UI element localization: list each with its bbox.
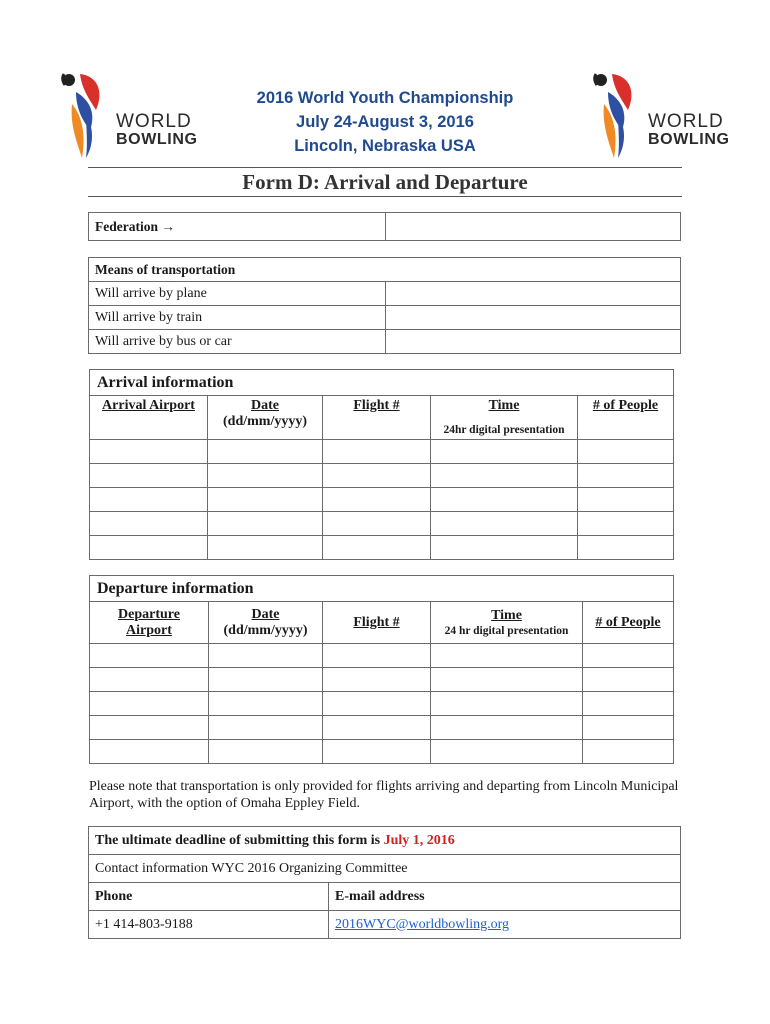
departure-col-people: # of People bbox=[583, 602, 674, 644]
logo-wordmark bbox=[116, 112, 198, 148]
top-rule bbox=[88, 167, 682, 168]
date-format: (dd/mm/yyyy) bbox=[223, 622, 308, 638]
contact-table bbox=[88, 826, 681, 939]
departure-col-flight: Flight # bbox=[323, 602, 431, 644]
transport-option-train: Will arrive by train bbox=[89, 306, 386, 330]
arrival-col-time: Time 24hr digital presentation bbox=[431, 396, 578, 440]
event-location: Lincoln, Nebraska USA bbox=[294, 137, 476, 155]
transport-note: Please note that transportation is only provided for flights arriving and departing from Lincoln Municipal Airport, with the option of Omaha Eppley Field. bbox=[89, 779, 679, 811]
deadline-text: The ultimate deadline of submitting this form is bbox=[95, 832, 381, 848]
event-name: 2016 World Youth Championship bbox=[256, 89, 514, 107]
departure-col-time: Time 24 hr digital presentation bbox=[431, 602, 583, 644]
contact-info: Contact information WYC 2016 Organizing Committee bbox=[89, 855, 681, 883]
email-cell bbox=[329, 911, 681, 939]
deadline-date: July 1, 2016 bbox=[383, 832, 455, 848]
transport-train-input[interactable] bbox=[386, 306, 681, 330]
logo-text-world: WORLD bbox=[648, 111, 724, 132]
form-title: Form D: Arrival and Departure bbox=[242, 170, 528, 194]
logo-wordmark bbox=[648, 112, 730, 148]
email-label: E-mail address bbox=[329, 883, 681, 911]
table-row bbox=[90, 644, 674, 668]
arrival-col-airport: Arrival Airport bbox=[90, 396, 208, 440]
time-format-note: 24 hr digital presentation bbox=[444, 625, 569, 637]
bowler-figure-icon bbox=[60, 70, 120, 162]
federation-label: Federation bbox=[95, 218, 158, 234]
table-row bbox=[90, 536, 674, 560]
arrival-table bbox=[89, 369, 674, 560]
transport-heading: Means of transportation bbox=[89, 258, 681, 282]
departure-col-airport: Departure Airport bbox=[90, 602, 209, 644]
logo-text-world: WORLD bbox=[116, 111, 192, 132]
transport-option-plane: Will arrive by plane bbox=[89, 282, 386, 306]
table-row bbox=[90, 740, 674, 764]
arrival-col-people: # of People bbox=[578, 396, 674, 440]
federation-table bbox=[88, 212, 681, 241]
phone-label: Phone bbox=[89, 883, 329, 911]
bowler-figure-icon bbox=[592, 70, 652, 162]
time-format-note: 24hr digital presentation bbox=[443, 424, 565, 436]
table-row bbox=[90, 716, 674, 740]
table-row bbox=[90, 464, 674, 488]
world-bowling-logo-left bbox=[60, 70, 210, 170]
table-row bbox=[90, 440, 674, 464]
departure-heading: Departure information bbox=[90, 576, 674, 602]
event-title bbox=[200, 86, 570, 158]
table-row bbox=[90, 668, 674, 692]
arrival-col-date: Date (dd/mm/yyyy) bbox=[208, 396, 323, 440]
event-dates: July 24-August 3, 2016 bbox=[296, 113, 474, 131]
departure-table bbox=[89, 575, 674, 764]
table-row bbox=[90, 692, 674, 716]
logo-text-bowling: BOWLING bbox=[116, 131, 198, 148]
phone-value: +1 414-803-9188 bbox=[89, 911, 329, 939]
arrival-heading: Arrival information bbox=[90, 370, 674, 396]
federation-label-cell bbox=[89, 213, 386, 241]
table-row bbox=[90, 512, 674, 536]
arrival-col-flight: Flight # bbox=[323, 396, 431, 440]
email-link[interactable]: 2016WYC@worldbowling.org bbox=[335, 916, 510, 932]
transport-table bbox=[88, 257, 681, 354]
title-rule bbox=[88, 196, 682, 197]
transport-option-bus: Will arrive by bus or car bbox=[89, 330, 386, 354]
logo-text-bowling: BOWLING bbox=[648, 131, 730, 148]
federation-input[interactable] bbox=[386, 213, 681, 241]
transport-plane-input[interactable] bbox=[386, 282, 681, 306]
date-format: (dd/mm/yyyy) bbox=[223, 414, 307, 429]
world-bowling-logo-right bbox=[592, 70, 742, 170]
departure-col-date: Date (dd/mm/yyyy) bbox=[209, 602, 323, 644]
arrow-right-icon: → bbox=[161, 218, 175, 234]
deadline-cell bbox=[89, 827, 681, 855]
table-row bbox=[90, 488, 674, 512]
transport-bus-input[interactable] bbox=[386, 330, 681, 354]
